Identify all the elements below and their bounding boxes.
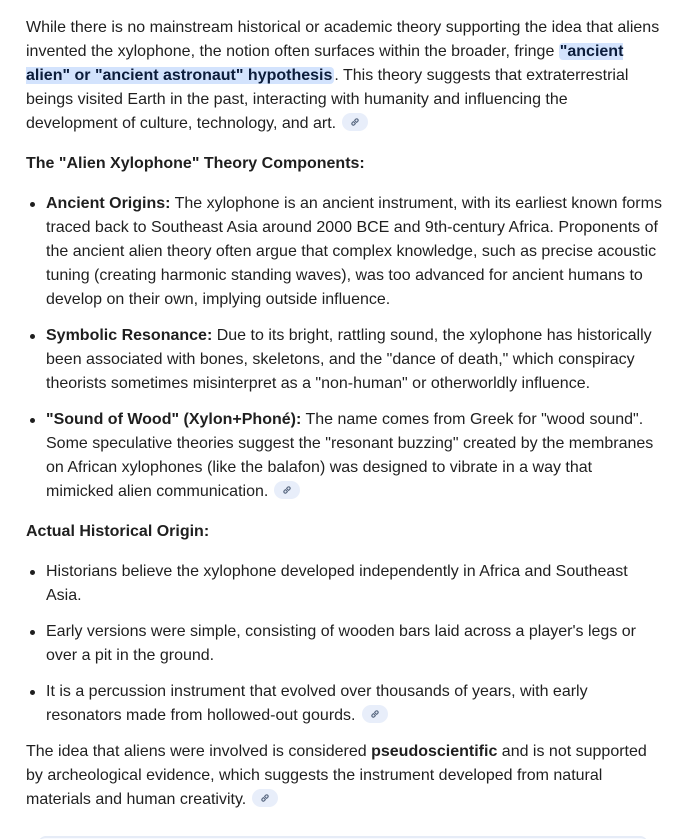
citation-button[interactable]	[362, 705, 388, 723]
bullet	[30, 202, 35, 207]
intro-text-after: . This theory suggests that extraterrestrial beings visited Earth in the past, interacting with humanity and influencing the development of culture, technology, and art.	[26, 67, 629, 132]
intro-text-before: While there is no mainstream historical or academic theory supporting the idea that aliens invented the xylophone, the notion often surfaces within the broader, fringe	[26, 19, 660, 60]
link-icon	[350, 117, 360, 127]
item-text: The xylophone is an ancient instrument, with its earliest known forms traced back to Southeast Asia around 2000 BCE and 9th-century Africa. Proponents of the ancient alien theory often argue that complex knowledge, such as precise acoustic tuning (creating harmonic standing waves), was too advanced for ancient humans to develop on their own, implying outside influence.	[46, 195, 662, 308]
conclusion-paragraph	[26, 740, 662, 812]
list-item	[46, 680, 662, 728]
conclusion-text-before: The idea that aliens were involved is considered	[26, 743, 372, 760]
list-item	[46, 408, 662, 504]
history-list	[26, 560, 662, 728]
citation-button[interactable]	[342, 113, 368, 131]
item-title: "Sound of Wood" (Xylon+Phoné):	[46, 411, 302, 428]
list-item	[46, 560, 662, 608]
item-text: Due to its bright, rattling sound, the xylophone has historically been associated with bones, skeletons, and the "dance of death," which conspiracy theorists sometimes misinterpret as a "non-human" or otherworldly influence.	[46, 327, 652, 392]
bullet	[30, 570, 35, 575]
list-item	[46, 324, 662, 396]
bullet	[30, 334, 35, 339]
item-text: Historians believe the xylophone developed independently in Africa and Southeast Asia.	[46, 563, 628, 604]
components-list	[26, 192, 662, 504]
list-item	[46, 620, 662, 668]
link-icon	[282, 485, 292, 495]
item-text: The name comes from Greek for "wood sound". Some speculative theories suggest the "resonant buzzing" created by the membranes on African xylophones (like the balafon) was designed to vibrate in a way that mimicked alien communication.	[46, 411, 654, 500]
link-icon	[370, 709, 380, 719]
conclusion-text-after: and is not supported by archeological evidence, which suggests the instrument developed from natural materials and human creativity.	[26, 743, 647, 808]
link-icon	[260, 793, 270, 803]
highlighted-term-link[interactable]: "ancient alien" or "ancient astronaut" hypothesis	[26, 43, 624, 84]
item-text: It is a percussion instrument that evolved over thousands of years, with early resonators made from hollowed-out gourds.	[46, 683, 588, 724]
response-content	[26, 16, 662, 812]
bullet	[30, 630, 35, 635]
components-heading: The "Alien Xylophone" Theory Components:	[26, 155, 365, 172]
bullet	[30, 418, 35, 423]
citation-button[interactable]	[252, 789, 278, 807]
item-text: Early versions were simple, consisting of wooden bars laid across a player's legs or over a pit in the ground.	[46, 623, 636, 664]
item-title: Symbolic Resonance:	[46, 327, 213, 344]
history-heading: Actual Historical Origin:	[26, 523, 210, 540]
intro-paragraph	[26, 16, 662, 136]
item-title: Ancient Origins:	[46, 195, 171, 212]
conclusion-bold: pseudoscientific	[371, 743, 498, 760]
bullet	[30, 690, 35, 695]
citation-button[interactable]	[274, 481, 300, 499]
list-item	[46, 192, 662, 312]
